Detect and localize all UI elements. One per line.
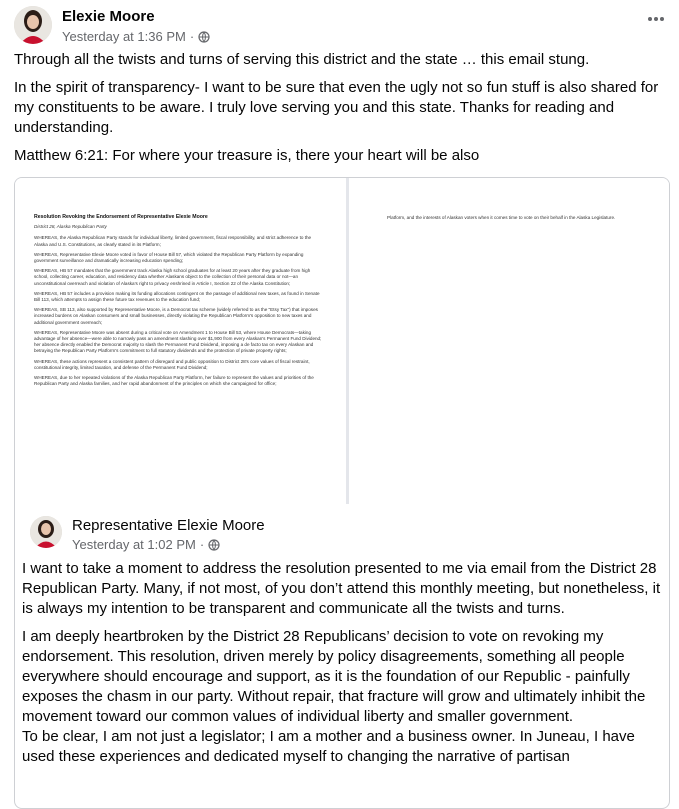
post-meta: [62, 29, 210, 44]
resolution-text: [34, 214, 324, 391]
author-name[interactable]: Elexie Moore: [62, 8, 155, 25]
resolution-subtitle: District 28, Alaska Republican Party: [34, 224, 107, 230]
shared-post-header: [30, 516, 650, 556]
resolution-clause: WHEREAS, HB 57 mandates that the government track Alaska high school graduates for at least 20 years after they graduate from high school, collecting career, education, and residency data whether Alaskans object to the collection of their personal data or not—an unconstitutional overreach and violation of Alaska's right to privacy enshrined in Article I, Section 22 of the Alaska Constitution;: [34, 268, 311, 286]
author-avatar[interactable]: [14, 6, 52, 44]
shared-post-paragraph: To be clear, I am not just a legislator; I am a mother and a business owner. In Juneau, I have used these experiences and dedicated myself to changing the narrative of partisan: [22, 728, 635, 765]
avatar-image-icon: [30, 516, 62, 548]
meta-separator: ·: [199, 537, 205, 552]
page2-text: Platform, and the interests of Alaskan voters when it comes time to vote on their behalf in the Alaska Legislature.: [387, 215, 616, 220]
meta-separator: ·: [189, 29, 195, 44]
resolution-title: Resolution Revoking the Endorsement of Representative Elexie Moore: [34, 214, 208, 220]
avatar-image-icon: [14, 6, 52, 44]
shared-post-paragraph: I want to take a moment to address the resolution presented to me via email from the District 28 Republican Party. Many, if not most, of you don’t attend this monthly meeting, but nonetheless, it is always my intention to be transparent and communicate all the twists and turns.: [22, 560, 661, 617]
resolution-clause: WHEREAS, the Alaska Republican Party stands for individual liberty, limited government, fiscal responsibility, and strict adherence to the Alaska and U.S. Constitutions, as clearly stated in its Platform;: [34, 235, 312, 247]
resolution-clause: WHEREAS, SB 113, also supported by Representative Moore, is a Democrat tax scheme (widely referred to as the "Etsy Tax") that imposes increased burdens on Alaskan consumers and small businesses, directly violating the Republican Platform's opposition to new taxes and additional government overreach;: [34, 307, 318, 325]
document-page-1[interactable]: [15, 178, 353, 504]
more-options-icon[interactable]: [647, 6, 665, 27]
resolution-clause: WHEREAS, HB 57 includes a provision making its funding allocations contingent on the passage of additional new taxes, as found in Senate Bill 113, which attempts to assign these future tax revenues to the education fund;: [34, 290, 320, 303]
shared-author-name[interactable]: Representative Elexie Moore: [72, 517, 265, 534]
document-page-2[interactable]: [346, 178, 670, 504]
globe-icon[interactable]: [198, 31, 210, 43]
shared-post-timestamp[interactable]: Yesterday at 1:02 PM: [72, 537, 196, 552]
post-timestamp[interactable]: Yesterday at 1:36 PM: [62, 29, 186, 44]
shared-post-meta: [72, 537, 220, 552]
resolution-clause: WHEREAS, Representative Elexie Moore voted in favor of House Bill 57, which violated the Republican Party Platform by expanding government surveillance and dramatically increasing education spending;: [34, 251, 304, 264]
resolution-clause: WHEREAS, these actions represent a consistent pattern of disregard and public opposition to District 28's core values of fiscal restraint, constitutional integrity, limited taxation, and defense of the Permanent Fund Dividend;: [34, 358, 310, 370]
post-header: [14, 6, 674, 46]
shared-post-paragraph: I am deeply heartbroken by the District 28 Republicans’ decision to vote on revoking my endorsement. This resolution, driven merely by policy disagreements, something all people everywhere should encourage and support, as it is the foundation of our Republic - painfully exposes the chasm in our party. Without repair, that fracture will grow and ultimately inhibit the movement toward our common values of individual liberty and smaller government.: [22, 628, 646, 725]
post-body: [14, 50, 664, 174]
shared-post-body: [22, 559, 662, 775]
post-paragraph: Matthew 6:21: For where your treasure is, there your heart will be also: [14, 147, 480, 164]
post-paragraph: Through all the twists and turns of serving this district and the state … this email stung.: [14, 51, 590, 68]
resolution-clause: WHEREAS, Representative Moore was absent during a critical vote on Amendment 1 to House Bill 53, where House Democrats—taking advantage of her absence—were able to narrowly pass an amendment slashing over $1,900 from every Alaskan's Permanent Fund Dividend; her absence directly enabled the Democrat majority to slash the Permanent Fund Dividend, imposing a de facto tax on every Alaskan and betraying the Republican Party Platform's commitment to full statutory dividends and the protection of private property rights;: [34, 329, 322, 354]
resolution-clause: WHEREAS, due to her repeated violations of the Alaska Republican Party Platform, her failure to represent the values and priorities of the Republican Party and Alaska families, and her rapid abandonment of the principles on which she campaigned for office;: [34, 375, 314, 387]
shared-post-card[interactable]: [14, 177, 670, 809]
shared-author-avatar[interactable]: [30, 516, 62, 548]
document-images[interactable]: [15, 178, 669, 504]
post-paragraph: In the spirit of transparency- I want to be sure that even the ugly not so fun stuff is also shared for my constituents to be aware. I truly love serving you and this state. Thanks for reading and understanding.: [14, 79, 659, 136]
globe-icon[interactable]: [208, 539, 220, 551]
